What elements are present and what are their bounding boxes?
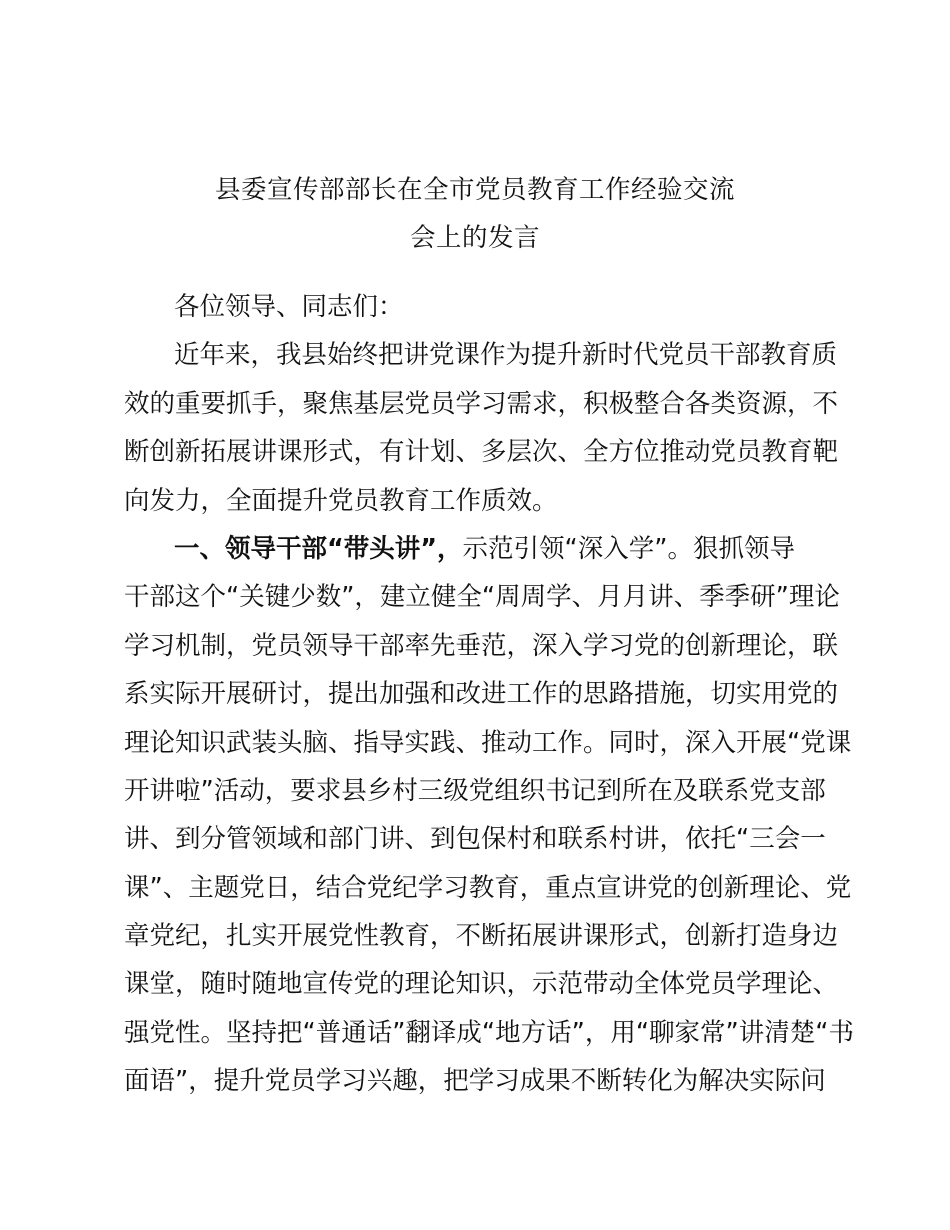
- paragraph-line: 强党性。坚持把“普通话”翻译成“地方话”，用“聊家常”讲清楚“书: [124, 1017, 854, 1048]
- paragraph-line: 效的重要抓手，聚焦基层党员学习需求，积极整合各类资源，不: [124, 388, 839, 419]
- salutation: 各位领导、同志们：: [174, 292, 404, 322]
- paragraph-line: 课堂，随时随地宣传党的理论知识，示范带动全体党员学理论、: [124, 969, 839, 1000]
- paragraph-line: 课”、主题党日，结合党纪学习教育，重点宣讲党的创新理论、党: [124, 872, 852, 903]
- paragraph-line: 断创新拓展讲课形式，有计划、多层次、全方位推动党员教育靶: [124, 437, 839, 468]
- section-heading: 一、领导干部“带头讲”，: [174, 533, 463, 564]
- paragraph-line: 干部这个“关键少数”，建立健全“周周学、月月讲、季季研”理论: [124, 582, 840, 613]
- paragraph-line: 系实际开展研讨，提出加强和改进工作的思路措施，切实用党的: [124, 679, 839, 710]
- paragraph-line: [124, 525, 834, 573]
- paragraph-intro: [124, 331, 839, 525]
- paragraph-line: 开讲啦”活动，要求县乡村三级党组织书记到所在及联系党支部: [124, 775, 826, 806]
- paragraph-line: 章党纪，扎实开展党性教育，不断拓展讲课形式，创新打造身边: [124, 921, 839, 952]
- document-body: [124, 283, 854, 1106]
- paragraph-section-one: [124, 525, 854, 1106]
- paragraph-line: 向发力，全面提升党员教育工作质效。: [124, 485, 558, 516]
- document-title: [118, 166, 832, 263]
- section-heading-rest: 示范引领“深入学”。狠抓领导: [462, 533, 795, 564]
- title-line-2: 会上的发言: [409, 223, 540, 254]
- paragraph-line: 近年来，我县始终把讲党课作为提升新时代党员干部教育质: [174, 340, 838, 371]
- paragraph-line: 理论知识武装头脑、指导实践、推动工作。同时，深入开展“党课: [124, 727, 852, 758]
- paragraph-line: 面语”，提升党员学习兴趣，把学习成果不断转化为解决实际问: [124, 1066, 826, 1097]
- paragraph-line: 讲、到分管领域和部门讲、到包保村和联系村讲，依托“三会一: [124, 824, 826, 855]
- paragraph-line: 学习机制，党员领导干部率先垂范，深入学习党的创新理论，联: [124, 630, 839, 661]
- title-line-1: 县委宣传部部长在全市党员教育工作经验交流: [214, 175, 735, 205]
